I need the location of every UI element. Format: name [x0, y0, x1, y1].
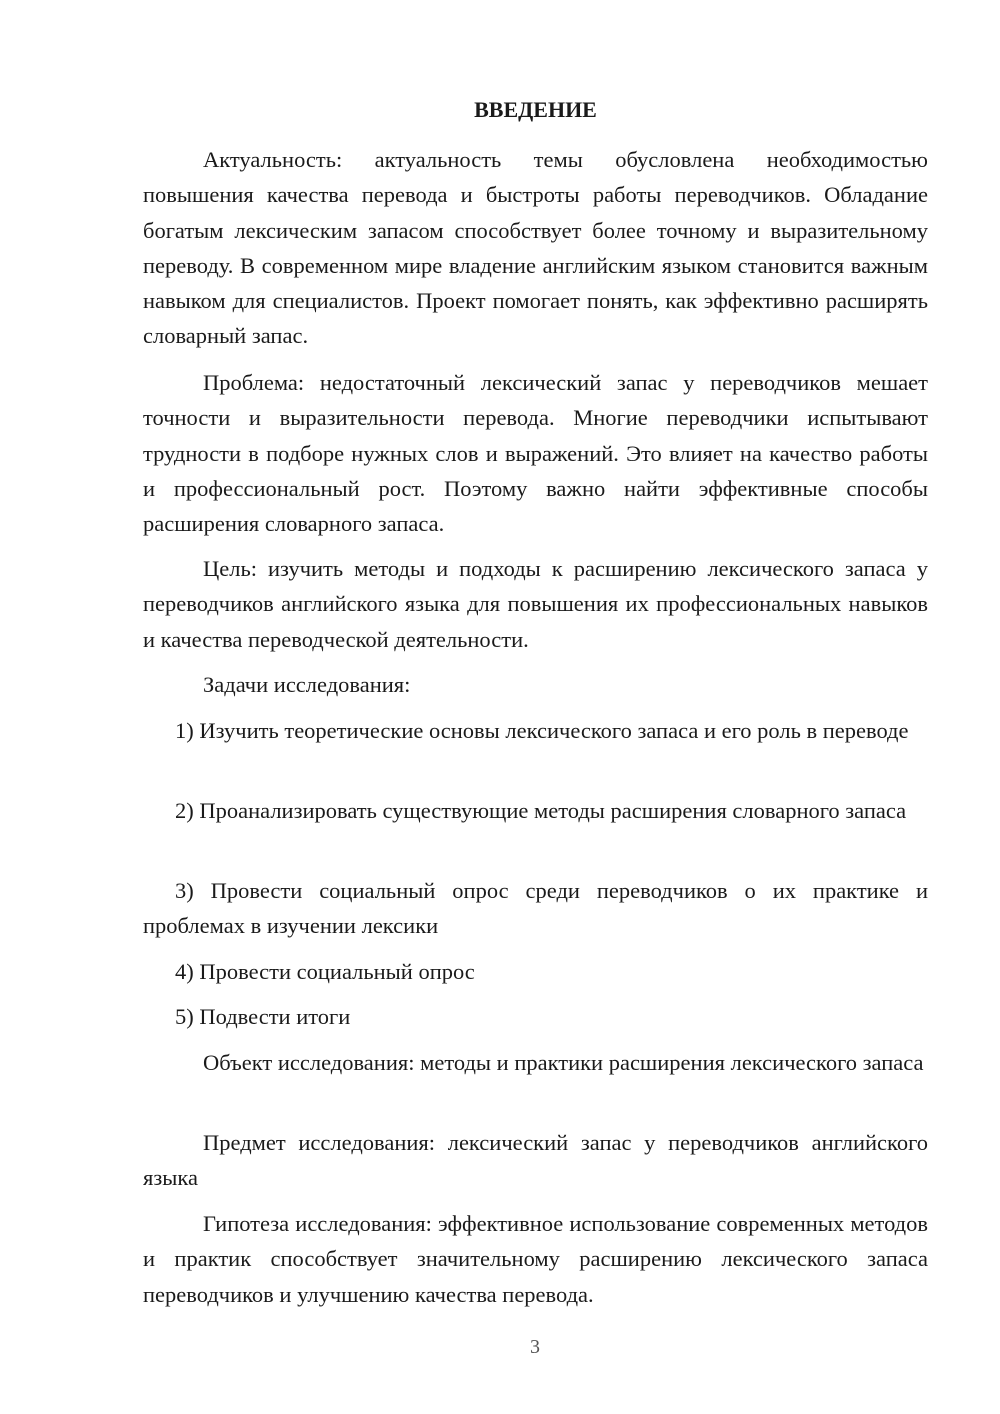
task-item-5: 5) Подвести итоги [175, 1004, 351, 1029]
paragraph-subject: Предмет исследования: лексический запас у переводчиков английского языка [143, 1130, 928, 1191]
page-number: 3 [530, 1336, 540, 1358]
section-title: ВВЕДЕНИЕ [474, 97, 597, 122]
paragraph-problem: Проблема: недостаточный лексический запас у переводчиков мешает точности и выразительности перевода. Многие переводчики испытывают трудности в подборе нужных слов и выражений. Это влияет на качество работы и профессиональный рост. Поэтому важно найти эффективные способы расширения словарного запаса. [143, 370, 928, 537]
task-item-4: 4) Провести социальный опрос [175, 959, 475, 984]
task-item-2: 2) Проанализировать существующие методы расширения словарного запаса [175, 798, 907, 823]
paragraph-tasks-heading: Задачи исследования: [203, 672, 411, 697]
paragraph-goal: Цель: изучить методы и подходы к расширению лексического запаса у переводчиков английского языка для повышения их профессиональных навыков и качества переводческой деятельности. [143, 556, 928, 652]
task-item-3: 3) Провести социальный опрос среди переводчиков о их практике и проблемах в изучении лексики [143, 878, 928, 939]
paragraph-hypothesis: Гипотеза исследования: эффективное использование современных методов и практик способствует значительному расширению лексического запаса переводчиков и улучшению качества перевода. [143, 1211, 928, 1307]
paragraph-relevance: Актуальность: актуальность темы обусловлена необходимостью повышения качества перевода и быстроты работы переводчиков. Обладание богатым лексическим запасом способствует более точному и выразительному переводу. В современном мире владение английским языком становится важным навыком для специалистов. Проект помогает понять, как эффективно расширять словарный запас. [143, 147, 928, 349]
task-item-1: 1) Изучить теоретические основы лексического запаса и его роль в переводе [175, 718, 909, 743]
paragraph-object: Объект исследования: методы и практики расширения лексического запаса [203, 1050, 924, 1075]
